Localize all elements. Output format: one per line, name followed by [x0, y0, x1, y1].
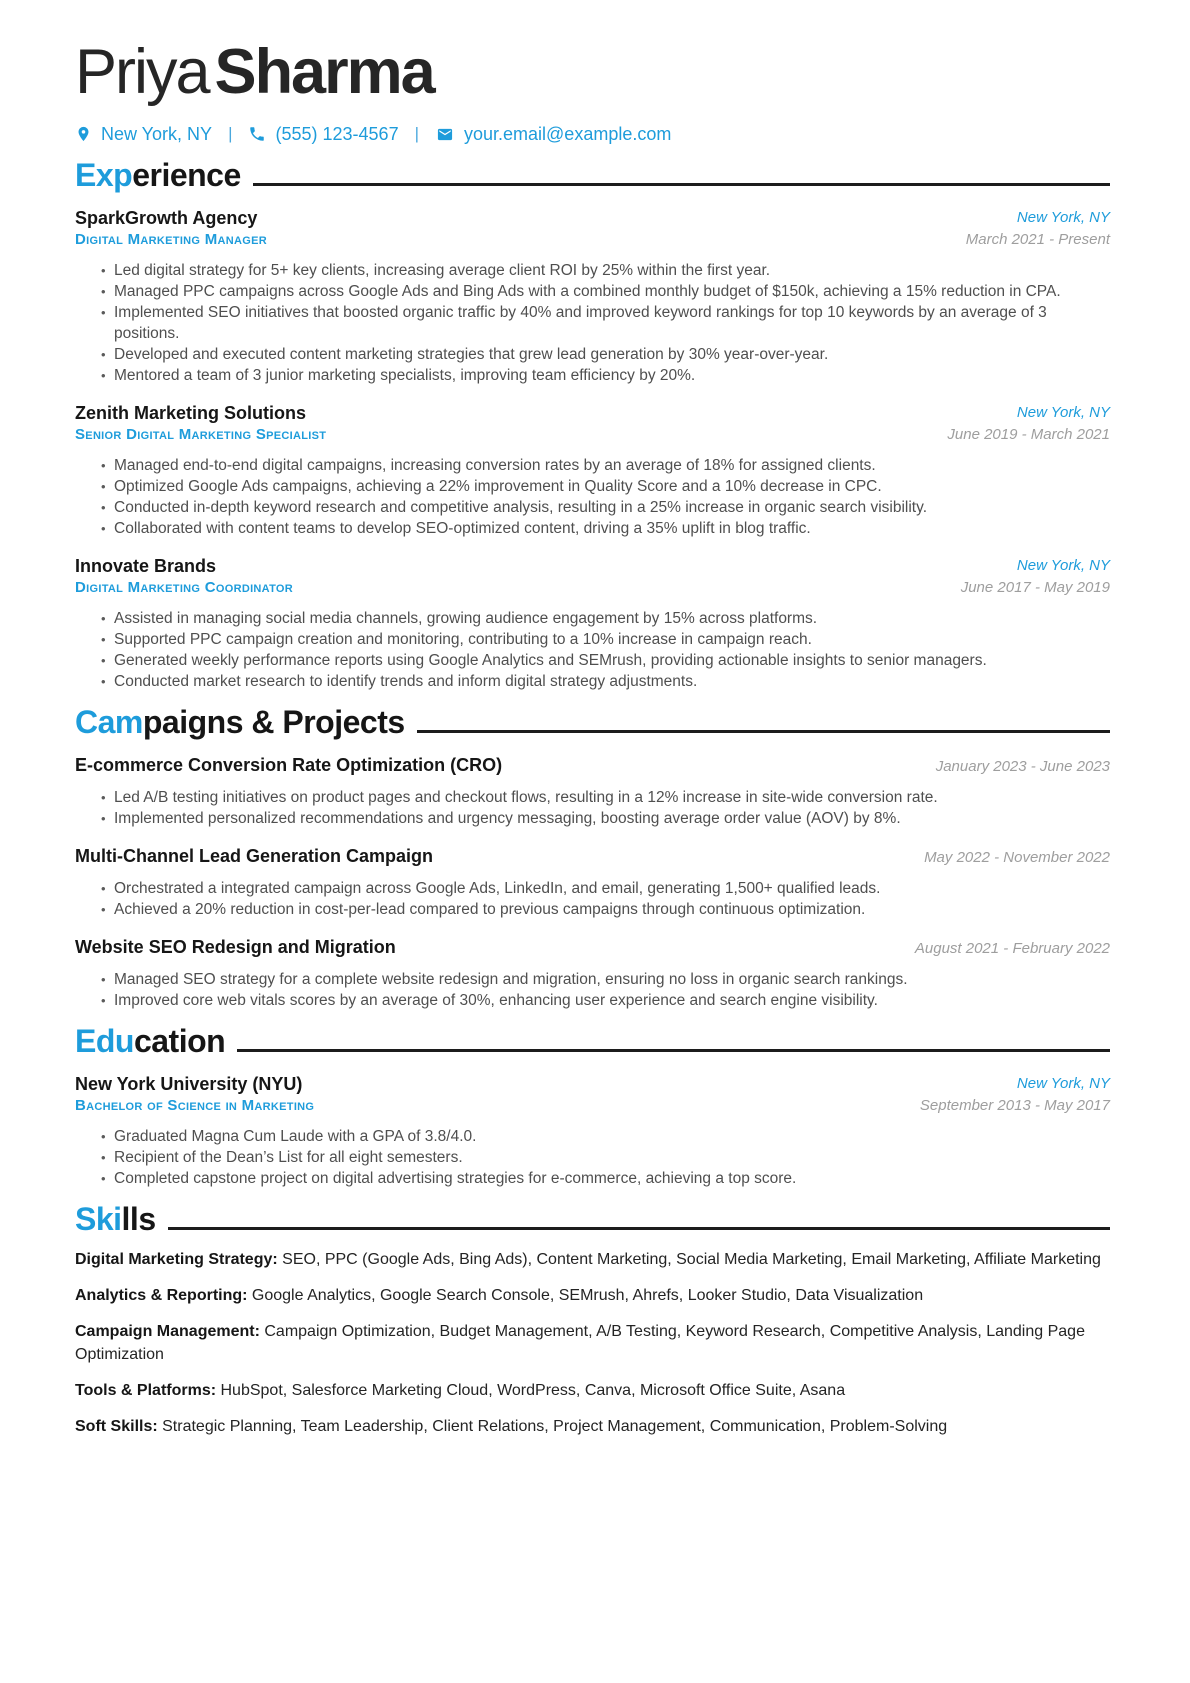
- entry-location: New York, NY: [1016, 1074, 1110, 1092]
- company-name: Zenith Marketing Solutions: [75, 402, 307, 423]
- job-title: Digital Marketing Manager: [75, 230, 268, 248]
- experience-entry: [75, 207, 1110, 386]
- location-pin-icon: [75, 124, 92, 144]
- bullet-item: • Improved core web vitals scores by an average of 30%, enhancing user experience and search engine visibility.: [101, 990, 1110, 1011]
- skill-category-label: Tools & Platforms:: [75, 1381, 221, 1399]
- last-name: Sharma: [214, 37, 434, 107]
- bullet-list: [75, 260, 1110, 386]
- contact-separator: |: [414, 124, 419, 144]
- section-title-accent: Exp: [75, 156, 133, 193]
- project-name: E-commerce Conversion Rate Optimization (CRO): [75, 754, 503, 775]
- education-entry: [75, 1073, 1110, 1189]
- section-projects: [75, 703, 1110, 1011]
- job-title: Senior Digital Marketing Specialist: [75, 425, 327, 443]
- section-title-rule: [168, 1227, 1110, 1230]
- entry-dates: June 2019 - March 2021: [947, 425, 1110, 443]
- section-title-rule: [417, 730, 1110, 733]
- section-title-rest: lls: [121, 1200, 156, 1237]
- skill-values: Campaign Optimization, Budget Management, A/B Testing, Keyword Research, Competitive Analysis, Landing Page Optimization: [75, 1322, 1085, 1363]
- company-name: SparkGrowth Agency: [75, 207, 258, 228]
- section-title-accent: Cam: [75, 703, 143, 740]
- entry-header: [75, 845, 1110, 869]
- project-name: Multi-Channel Lead Generation Campaign: [75, 845, 434, 866]
- bullet-item: • Conducted market research to identify trends and inform digital strategy adjustments.: [101, 671, 1110, 692]
- entry-dates: August 2021 - February 2022: [914, 939, 1110, 957]
- page-title: [75, 37, 1110, 107]
- section-title-rule: [237, 1049, 1110, 1052]
- skill-category-label: Digital Marketing Strategy:: [75, 1250, 283, 1268]
- entry-header: [75, 936, 1110, 960]
- entry-dates: May 2022 - November 2022: [924, 848, 1110, 866]
- section-title-accent: Edu: [75, 1022, 134, 1059]
- contact-email-text: your.email@example.com: [464, 123, 672, 144]
- bullet-item: • Managed SEO strategy for a complete website redesign and migration, ensuring no loss in organic search rankings.: [101, 969, 1110, 990]
- bullet-item: • Managed PPC campaigns across Google Ads and Bing Ads with a combined monthly budget of $150k, achieving a 15% reduction in CPA.: [101, 281, 1110, 302]
- skill-category-label: Campaign Management:: [75, 1322, 265, 1340]
- section-title-rest: erience: [132, 156, 241, 193]
- skill-category-label: Soft Skills:: [75, 1417, 163, 1435]
- school-name: New York University (NYU): [75, 1073, 303, 1094]
- entry-location: New York, NY: [1016, 556, 1110, 574]
- section-title-rest: cation: [133, 1022, 226, 1059]
- project-entry: [75, 754, 1110, 829]
- contact-separator: |: [228, 124, 233, 144]
- skill-values: Strategic Planning, Team Leadership, Client Relations, Project Management, Communication, Problem-Solving: [162, 1417, 948, 1435]
- bullet-item: • Conducted in-depth keyword research and competitive analysis, resulting in a 25% increase in organic search visibility.: [101, 497, 1110, 518]
- education-entries: [75, 1073, 1110, 1189]
- section-title-experience: [75, 156, 1110, 193]
- section-title-education: [75, 1022, 1110, 1059]
- degree: Bachelor of Science in Marketing: [75, 1096, 315, 1114]
- experience-entries: [75, 207, 1110, 692]
- contact-location-text: New York, NY: [101, 123, 213, 144]
- contact-row: [75, 124, 1110, 145]
- entry-header: [75, 1073, 1110, 1117]
- bullet-item: • Optimized Google Ads campaigns, achieving a 22% improvement in Quality Score and a 10% decrease in CPC.: [101, 476, 1110, 497]
- skill-values: HubSpot, Salesforce Marketing Cloud, WordPress, Canva, Microsoft Office Suite, Asana: [220, 1381, 846, 1399]
- entry-dates: June 2017 - May 2019: [960, 578, 1110, 596]
- section-skills: [75, 1200, 1110, 1438]
- project-entry: [75, 936, 1110, 1011]
- bullet-item: • Collaborated with content teams to develop SEO-optimized content, driving a 35% uplift in blog traffic.: [101, 518, 1110, 539]
- bullet-item: • Orchestrated a integrated campaign across Google Ads, LinkedIn, and email, generating 1,500+ qualified leads.: [101, 878, 1110, 899]
- bullet-item: • Graduated Magna Cum Laude with a GPA of 3.8/4.0.: [101, 1126, 1110, 1147]
- envelope-icon: [435, 126, 455, 143]
- skill-item: [75, 1284, 1110, 1307]
- section-title-accent: Ski: [75, 1200, 122, 1237]
- skill-item: [75, 1320, 1110, 1366]
- project-entries: [75, 754, 1110, 1011]
- bullet-item: • Implemented personalized recommendations and urgency messaging, boosting average order value (AOV) by 8%.: [101, 808, 1110, 829]
- bullet-item: • Recipient of the Dean’s List for all eight semesters.: [101, 1147, 1110, 1168]
- section-title-rest: paigns & Projects: [142, 703, 405, 740]
- bullet-item: • Developed and executed content marketing strategies that grew lead generation by 30% year-over-year.: [101, 344, 1110, 365]
- skill-item: [75, 1415, 1110, 1438]
- section-experience: [75, 156, 1110, 692]
- contact-location: [75, 124, 212, 145]
- entry-location: New York, NY: [1016, 208, 1110, 226]
- entry-dates: January 2023 - June 2023: [935, 757, 1110, 775]
- project-name: Website SEO Redesign and Migration: [75, 936, 396, 957]
- experience-entry: [75, 402, 1110, 539]
- skill-item: [75, 1248, 1110, 1271]
- skill-category-label: Analytics & Reporting:: [75, 1286, 252, 1304]
- bullet-item: • Assisted in managing social media channels, growing audience engagement by 15% across platforms.: [101, 608, 1110, 629]
- section-education: [75, 1022, 1110, 1189]
- skill-values: SEO, PPC (Google Ads, Bing Ads), Content Marketing, Social Media Marketing, Email Marketing, Affiliate Marketing: [282, 1250, 1101, 1268]
- bullet-item: • Mentored a team of 3 junior marketing specialists, improving team efficiency by 20%.: [101, 365, 1110, 386]
- project-entry: [75, 845, 1110, 920]
- skill-values: Google Analytics, Google Search Console, SEMrush, Ahrefs, Looker Studio, Data Visualization: [251, 1286, 924, 1304]
- bullet-item: • Led digital strategy for 5+ key clients, increasing average client ROI by 25% within the first year.: [101, 260, 1110, 281]
- bullet-list: [75, 1126, 1110, 1189]
- entry-header: [75, 555, 1110, 599]
- experience-entry: [75, 555, 1110, 692]
- contact-phone[interactable]: [248, 124, 398, 145]
- section-title-projects: [75, 703, 1110, 740]
- bullet-item: • Managed end-to-end digital campaigns, increasing conversion rates by an average of 18% for assigned clients.: [101, 455, 1110, 476]
- bullet-list: [75, 969, 1110, 1011]
- bullet-list: [75, 608, 1110, 692]
- bullet-item: • Generated weekly performance reports using Google Analytics and SEMrush, providing actionable insights to senior managers.: [101, 650, 1110, 671]
- bullet-item: • Led A/B testing initiatives on product pages and checkout flows, resulting in a 12% increase in site-wide conversion rate.: [101, 787, 1110, 808]
- job-title: Digital Marketing Coordinator: [75, 578, 294, 596]
- bullet-item: • Completed capstone project on digital advertising strategies for e-commerce, achieving a top score.: [101, 1168, 1110, 1189]
- entry-header: [75, 754, 1110, 778]
- entry-header: [75, 207, 1110, 251]
- skill-item: [75, 1379, 1110, 1402]
- contact-email[interactable]: [435, 124, 671, 145]
- skills-list: [75, 1248, 1110, 1438]
- company-name: Innovate Brands: [75, 555, 217, 576]
- bullet-item: • Achieved a 20% reduction in cost-per-lead compared to previous campaigns through continuous optimization.: [101, 899, 1110, 920]
- entry-dates: March 2021 - Present: [965, 230, 1110, 248]
- bullet-item: • Implemented SEO initiatives that boosted organic traffic by 40% and improved keyword rankings for top 10 keywords by an average of 3 positions.: [101, 302, 1110, 344]
- entry-dates: September 2013 - May 2017: [919, 1096, 1110, 1114]
- entry-location: New York, NY: [1016, 403, 1110, 421]
- phone-icon: [248, 125, 266, 143]
- section-title-skills: [75, 1200, 1110, 1237]
- bullet-list: [75, 878, 1110, 920]
- bullet-list: [75, 455, 1110, 539]
- entry-header: [75, 402, 1110, 446]
- contact-phone-text: (555) 123-4567: [275, 123, 399, 144]
- first-name: Priya: [75, 37, 209, 107]
- section-title-rule: [253, 183, 1110, 186]
- bullet-list: [75, 787, 1110, 829]
- bullet-item: • Supported PPC campaign creation and monitoring, contributing to a 10% increase in campaign reach.: [101, 629, 1110, 650]
